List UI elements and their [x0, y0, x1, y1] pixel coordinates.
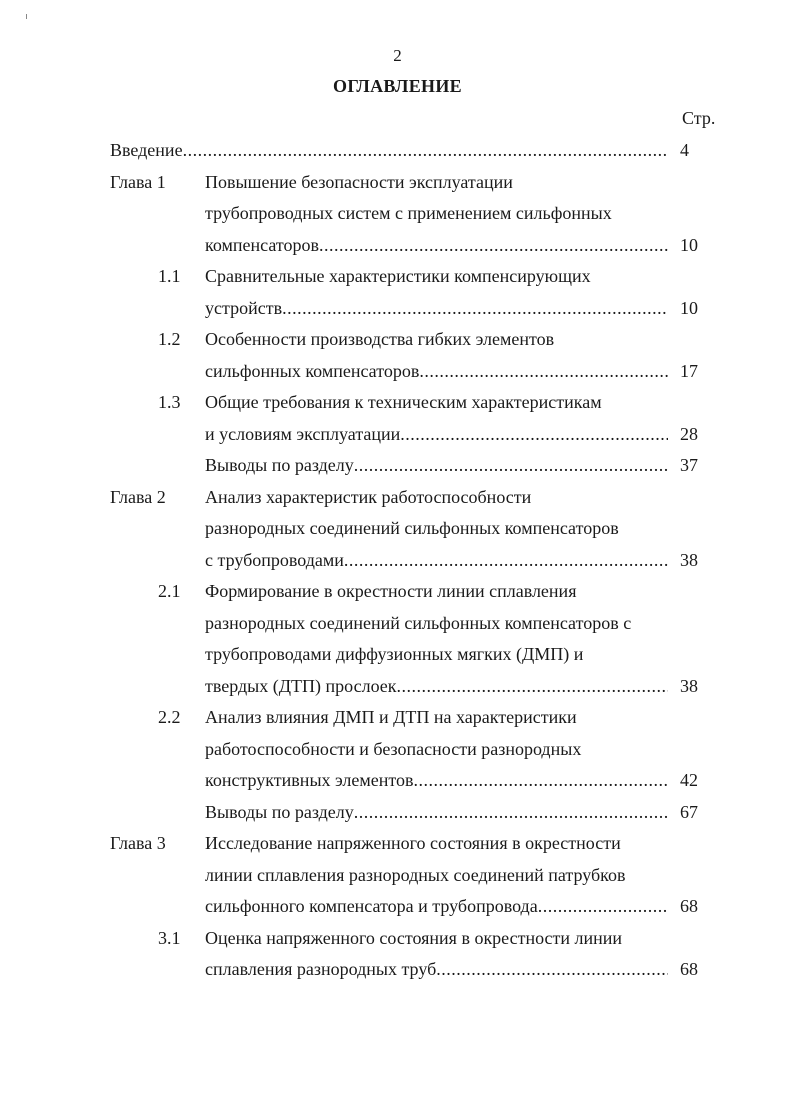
- toc-row: [0, 388, 795, 420]
- page-title: ОГЛАВЛЕНИЕ: [333, 76, 462, 96]
- toc-entry-text: сильфонного компенсатора и трубопровода: [205, 896, 538, 916]
- toc-entry-leader: [205, 896, 668, 917]
- toc-page-number: 10: [680, 297, 698, 318]
- toc-row: [0, 735, 795, 767]
- dot-leader: [183, 140, 668, 161]
- scan-mark: [26, 14, 27, 19]
- toc-entry-text: сплавления разнородных труб: [205, 959, 437, 979]
- toc-entry-text: Оценка напряженного состояния в окрестности линии: [205, 927, 623, 948]
- toc-entry-text: Выводы по разделу: [205, 801, 354, 822]
- toc-entry-text: устройств: [205, 297, 283, 318]
- toc-entry-leader: [205, 676, 668, 697]
- toc-row: [0, 136, 795, 168]
- toc-row: [0, 199, 795, 231]
- toc-entry-leader: [205, 298, 668, 319]
- toc-entry-text: разнородных соединений сильфонных компенсаторов: [205, 518, 619, 538]
- dot-leader: [400, 424, 668, 445]
- page-number: 2: [393, 46, 402, 65]
- toc-entry-text: Введение: [110, 140, 183, 160]
- toc-entry-leader: [205, 455, 668, 476]
- toc-row: [0, 672, 795, 704]
- dot-leader: [354, 455, 668, 476]
- toc-row: [0, 168, 795, 200]
- toc-row: [0, 546, 795, 578]
- toc-row: [0, 420, 795, 452]
- dot-leader: [282, 298, 668, 319]
- toc-entry-leader: [205, 770, 668, 791]
- toc-page-number: 67: [680, 801, 698, 822]
- toc-entry-text: Выводы по разделу: [205, 455, 354, 475]
- chapter-label: Глава 2: [110, 486, 166, 507]
- toc-entry-leader: [205, 802, 668, 823]
- toc-entry-leader: [205, 361, 668, 382]
- dot-leader: [538, 896, 668, 917]
- toc-page-number: 10: [680, 234, 698, 255]
- toc-row: [0, 766, 795, 798]
- toc-entry-leader: [205, 959, 668, 980]
- toc-row: [0, 357, 795, 389]
- toc-entry-text: Анализ характеристик работоспособности: [205, 486, 532, 507]
- toc-page-number: 42: [680, 770, 698, 790]
- dot-leader: [414, 770, 668, 791]
- toc-entry-text: трубопроводами диффузионных мягких (ДМП) и: [205, 644, 584, 664]
- toc-entry-text: Особенности производства гибких элементов: [205, 329, 555, 349]
- toc-row: [0, 325, 795, 357]
- toc-entry-text: линии сплавления разнородных соединений патрубков: [205, 864, 626, 885]
- dot-leader: [419, 361, 668, 382]
- toc-page-number: 38: [680, 549, 698, 570]
- toc-row: [0, 483, 795, 515]
- section-number: 3.1: [158, 927, 181, 948]
- toc-page-number: 68: [680, 959, 698, 979]
- toc-entry-text: компенсаторов: [205, 234, 319, 255]
- toc-entry-text: конструктивных элементов: [205, 770, 414, 790]
- toc-entry-text: Формирование в окрестности линии сплавления: [205, 581, 577, 601]
- toc-entry-leader: [205, 424, 668, 445]
- toc-page-number: 68: [680, 896, 698, 916]
- toc-entry-text: с трубопроводами: [205, 549, 344, 570]
- dot-leader: [344, 550, 668, 571]
- toc-row: [0, 577, 795, 609]
- toc-entry-leader: [205, 550, 668, 571]
- toc-row: [0, 861, 795, 893]
- dot-leader: [436, 959, 668, 980]
- toc-row: [0, 451, 795, 483]
- toc-entry-text: Анализ влияния ДМП и ДТП на характеристики: [205, 707, 577, 727]
- dot-leader: [354, 802, 668, 823]
- toc-row: [0, 231, 795, 263]
- section-number: 1.1: [158, 266, 181, 286]
- toc-row: [0, 798, 795, 830]
- toc-entry-text: работоспособности и безопасности разнородных: [205, 738, 582, 759]
- toc-page-number: 17: [680, 360, 698, 381]
- section-number: 1.2: [158, 329, 181, 349]
- page-column-label: Стр.: [682, 108, 716, 128]
- toc-page-number: 37: [680, 455, 698, 475]
- toc-row: [0, 955, 795, 987]
- toc-entry-text: сильфонных компенсаторов: [205, 360, 420, 381]
- toc-entry-text: и условиям эксплуатации: [205, 423, 401, 444]
- section-number: 1.3: [158, 392, 181, 412]
- toc-page-number: 28: [680, 423, 698, 444]
- toc-row: [0, 892, 795, 924]
- chapter-label: Глава 1: [110, 171, 166, 192]
- toc-row: [0, 640, 795, 672]
- toc-entry-text: трубопроводных систем с применением сильфонных: [205, 203, 612, 223]
- toc-entry-text: твердых (ДТП) прослоек: [205, 675, 397, 696]
- toc-row: [0, 294, 795, 326]
- toc-row: [0, 829, 795, 861]
- toc-entry-leader: [205, 235, 668, 256]
- toc-entry-text: Исследование напряженного состояния в окрестности: [205, 833, 621, 853]
- chapter-label: Глава 3: [110, 833, 166, 853]
- toc-row: [0, 924, 795, 956]
- table-of-contents: [0, 136, 795, 987]
- toc-entry-text: Повышение безопасности эксплуатации: [205, 171, 513, 192]
- toc-page-number: 38: [680, 675, 698, 696]
- section-number: 2.2: [158, 707, 181, 727]
- toc-row: [0, 262, 795, 294]
- toc-page-number: 4: [680, 140, 689, 160]
- dot-leader: [319, 235, 668, 256]
- toc-row: [0, 514, 795, 546]
- toc-entry-leader: [110, 140, 668, 161]
- toc-entry-text: разнородных соединений сильфонных компенсаторов с: [205, 612, 632, 633]
- toc-entry-text: Сравнительные характеристики компенсирующих: [205, 266, 591, 286]
- toc-entry-text: Общие требования к техническим характеристикам: [205, 392, 602, 412]
- section-number: 2.1: [158, 581, 181, 601]
- dot-leader: [397, 676, 668, 697]
- toc-row: [0, 609, 795, 641]
- toc-row: [0, 703, 795, 735]
